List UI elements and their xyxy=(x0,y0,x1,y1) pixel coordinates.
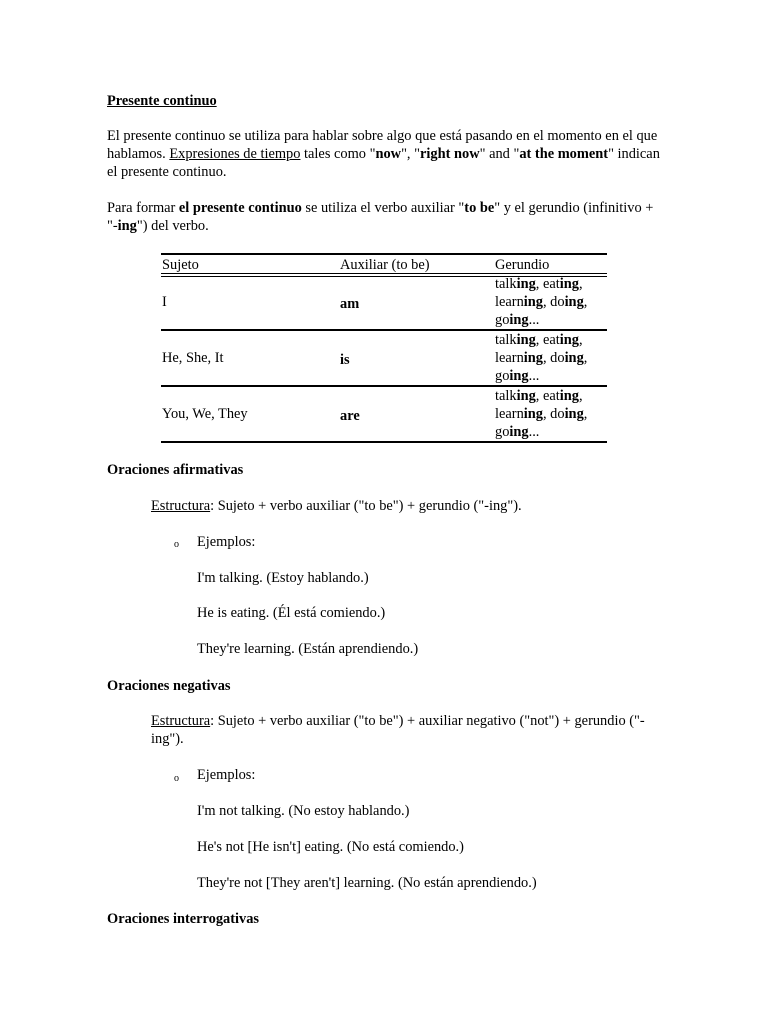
gerund-line: talking, eating, xyxy=(495,388,583,404)
examples-label: Ejemplos: xyxy=(197,767,256,783)
keyword-at-the-moment: at the moment xyxy=(519,146,609,162)
structure-label: Estructura xyxy=(151,498,211,514)
structure-label: Estructura xyxy=(151,713,211,729)
table-rule xyxy=(161,273,607,274)
structure-text: : Sujeto + verbo auxiliar ("to be") + auxiliar negativo ("not") + gerundio ("-ing"). xyxy=(151,713,645,747)
row-subject: I xyxy=(162,294,167,310)
intro-text: El presente continuo se utiliza para hablar sobre algo que está pasando en el momento en el que hablamos. xyxy=(107,128,658,162)
formation-text: " y el gerundio (infinitivo + "- xyxy=(107,200,654,234)
time-expressions-link[interactable]: Expresiones de tiempo xyxy=(169,146,301,162)
formation-text: se utiliza el verbo auxiliar " xyxy=(301,200,465,216)
structure-text: : Sujeto + verbo auxiliar ("to be") + gerundio ("-ing"). xyxy=(210,498,522,514)
example-sentence: I'm talking. (Estoy hablando.) xyxy=(197,570,369,586)
affirmative-structure xyxy=(151,497,671,515)
row-gerund xyxy=(495,275,607,329)
intro-text: ", " xyxy=(401,146,421,162)
interrogative-heading: Oraciones interrogativas xyxy=(107,911,260,927)
keyword-now: now xyxy=(375,146,402,162)
table-rule xyxy=(161,441,607,443)
gerund-line: going... xyxy=(495,368,540,384)
formation-text: Para formar xyxy=(107,200,179,216)
example-sentence: I'm not talking. (No estoy hablando.) xyxy=(197,803,410,819)
gerund-line: learning, doing, xyxy=(495,406,588,422)
gerund-line: going... xyxy=(495,312,540,328)
gerund-line: talking, eating, xyxy=(495,332,583,348)
gerund-line: learning, doing, xyxy=(495,294,588,310)
bullet-marker: o xyxy=(174,773,179,784)
formation-bold: el presente continuo xyxy=(178,200,302,216)
examples-label: Ejemplos: xyxy=(197,534,256,550)
keyword-right-now: right now xyxy=(420,146,480,162)
table-rule xyxy=(161,253,607,255)
row-subject: He, She, It xyxy=(162,350,224,366)
example-sentence: They're not [They aren't] learning. (No están aprendiendo.) xyxy=(197,875,537,891)
affirmative-heading: Oraciones afirmativas xyxy=(107,462,244,478)
gerund-line: going... xyxy=(495,424,540,440)
row-aux: am xyxy=(340,296,360,312)
gerund-line: learning, doing, xyxy=(495,350,588,366)
row-gerund xyxy=(495,387,607,441)
formation-bold: to be xyxy=(464,200,495,216)
formation-text: ") del verbo. xyxy=(136,218,209,234)
row-subject: You, We, They xyxy=(162,406,248,422)
page-title: Presente continuo xyxy=(107,93,217,109)
row-aux: are xyxy=(340,408,360,424)
intro-text: " and " xyxy=(479,146,520,162)
example-sentence: He's not [He isn't] eating. (No está comiendo.) xyxy=(197,839,464,855)
row-gerund xyxy=(495,331,607,385)
intro-text: " indican el presente continuo. xyxy=(107,146,660,180)
formation-paragraph xyxy=(107,199,667,235)
gerund-line: talking, eating, xyxy=(495,276,583,292)
negative-structure xyxy=(151,712,671,748)
negative-heading: Oraciones negativas xyxy=(107,678,231,694)
example-sentence: He is eating. (Él está comiendo.) xyxy=(197,605,386,621)
formation-bold: ing xyxy=(117,218,137,234)
header-auxiliary: Auxiliar (to be) xyxy=(340,257,430,273)
header-gerund: Gerundio xyxy=(495,257,550,273)
intro-paragraph xyxy=(107,127,667,181)
example-sentence: They're learning. (Están aprendiendo.) xyxy=(197,641,419,657)
header-subject: Sujeto xyxy=(162,257,199,273)
row-aux: is xyxy=(340,352,350,368)
intro-text: tales como " xyxy=(300,146,376,162)
bullet-marker: o xyxy=(174,539,179,550)
